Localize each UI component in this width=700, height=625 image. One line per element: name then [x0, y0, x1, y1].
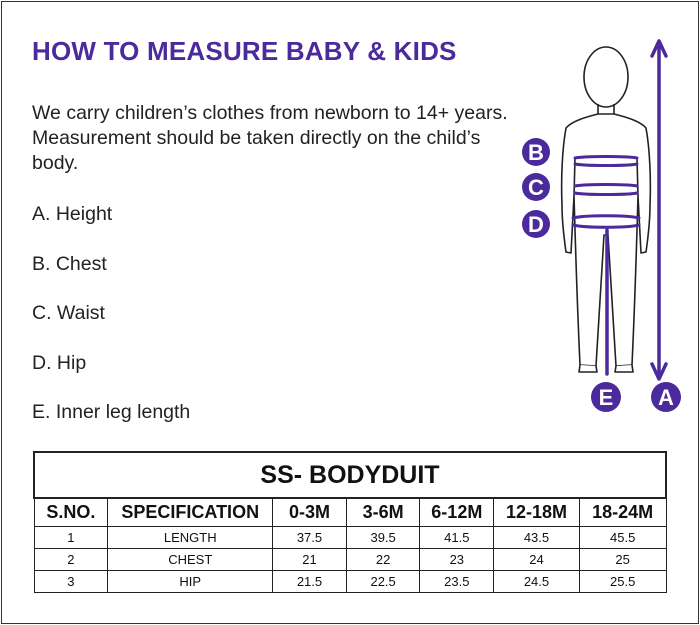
- column-header: 0-3M: [273, 498, 347, 526]
- page-title: HOW TO MEASURE BABY & KIDS: [32, 36, 457, 66]
- svg-text:E: E: [598, 385, 614, 410]
- intro-text: We carry children’s clothes from newborn to 14+ years. Measurement should be taken directly on the child’s body.: [32, 102, 508, 174]
- table-header-row: [34, 498, 666, 526]
- table-cell: 2: [34, 548, 108, 570]
- table-cell: 23: [420, 548, 494, 570]
- column-header: 12-18M: [494, 498, 580, 526]
- body-measurement-diagram: [520, 30, 700, 420]
- table-cell: 39.5: [346, 526, 420, 548]
- table-cell: 37.5: [273, 526, 347, 548]
- table-cell: 21: [273, 548, 347, 570]
- table-cell: 22: [346, 548, 420, 570]
- column-header: 3-6M: [346, 498, 420, 526]
- measure-item-chest: B. Chest: [32, 253, 107, 275]
- table-cell: 3: [34, 570, 108, 592]
- size-chart-table: [33, 451, 667, 593]
- table-row: [34, 570, 666, 592]
- table-title: SS- BODYDUIT: [34, 452, 666, 498]
- column-header: SPECIFICATION: [108, 498, 273, 526]
- table-cell: LENGTH: [108, 526, 273, 548]
- svg-text:D: D: [528, 212, 544, 237]
- table-cell: 22.5: [346, 570, 420, 592]
- marker-a: [651, 382, 681, 412]
- table-row: [34, 526, 666, 548]
- measure-item-hip: D. Hip: [32, 352, 87, 374]
- table-cell: 43.5: [494, 526, 580, 548]
- table-cell: CHEST: [108, 548, 273, 570]
- table-row: [34, 548, 666, 570]
- table-cell: 1: [34, 526, 108, 548]
- column-header: 18-24M: [579, 498, 666, 526]
- svg-text:C: C: [528, 175, 544, 200]
- marker-d: [522, 210, 550, 238]
- table-cell: 24.5: [494, 570, 580, 592]
- svg-text:B: B: [528, 140, 544, 165]
- svg-text:A: A: [658, 385, 674, 410]
- marker-b: [522, 138, 550, 166]
- column-header: S.NO.: [34, 498, 108, 526]
- marker-e: [591, 382, 621, 412]
- table-cell: 41.5: [420, 526, 494, 548]
- marker-c: [522, 173, 550, 201]
- table-cell: HIP: [108, 570, 273, 592]
- measure-item-waist: C. Waist: [32, 302, 105, 324]
- table-cell: 23.5: [420, 570, 494, 592]
- column-header: 6-12M: [420, 498, 494, 526]
- table-cell: 25: [579, 548, 666, 570]
- table-cell: 45.5: [579, 526, 666, 548]
- measure-item-height: A. Height: [32, 203, 113, 225]
- table-cell: 21.5: [273, 570, 347, 592]
- table-cell: 25.5: [579, 570, 666, 592]
- measure-item-inner-leg: E. Inner leg length: [32, 401, 191, 423]
- table-cell: 24: [494, 548, 580, 570]
